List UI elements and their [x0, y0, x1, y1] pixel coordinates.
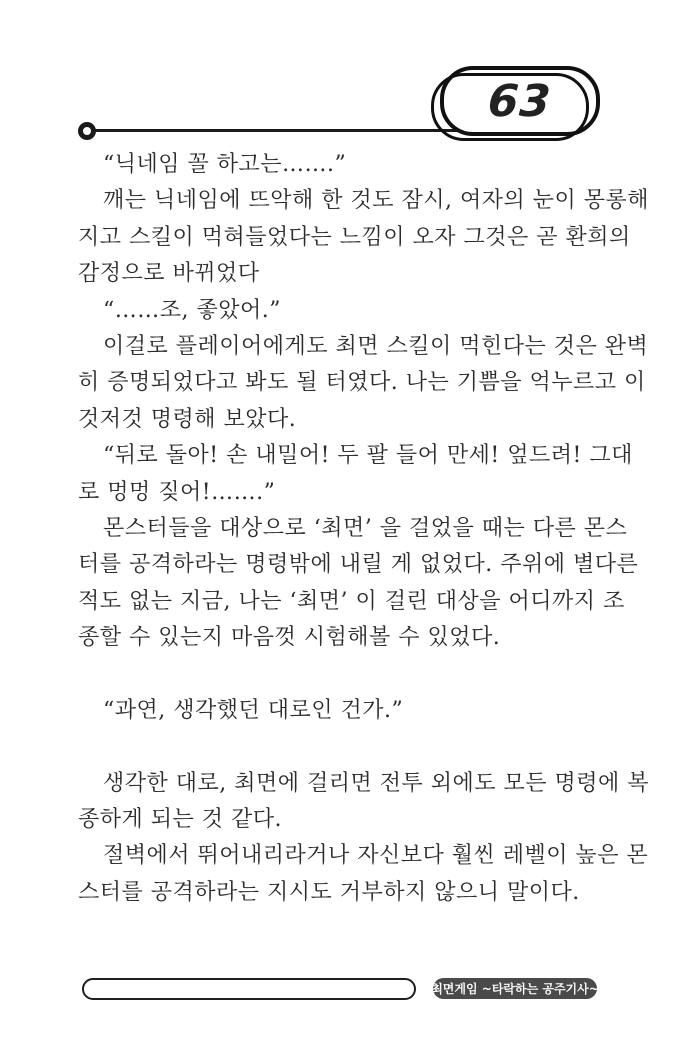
- footer-pill: [82, 978, 416, 1000]
- text-line: 종하게 되는 것 같다.: [78, 807, 282, 833]
- text-line: 적도 없는 지금, 나는 ‘최면’ 이 걸린 대상을 어디까지 조: [78, 588, 625, 614]
- text-line: “……조, 좋았어.”: [103, 297, 281, 323]
- text-line: 것저것 명령해 보았다.: [78, 406, 297, 432]
- text-line: 생각한 대로, 최면에 걸리면 전투 외에도 모든 명령에 복: [103, 770, 649, 796]
- text-line: “뒤로 돌아! 손 내밀어! 두 팔 들어 만세! 엎드려! 그대: [103, 443, 633, 469]
- text-line: 터를 공격하라는 명령밖에 내릴 게 없었다. 주위에 별다른: [78, 552, 639, 578]
- text-line: 스터를 공격하라는 지시도 거부하지 않으니 말이다.: [78, 879, 580, 905]
- text-line: [78, 656, 602, 692]
- text-line: 지고 스킬이 먹혀들었다는 느낌이 오자 그것은 곧 환희의: [78, 224, 631, 250]
- text-line: “닉네임 꼴 하고는…….”: [103, 152, 347, 177]
- footer-title-badge: [433, 978, 597, 999]
- text-line: 이걸로 플레이어에게도 최면 스킬이 먹힌다는 것은 완벽: [103, 333, 649, 359]
- page-number-badge: [440, 66, 600, 136]
- text-line: “과연, 생각했던 대로인 건가.”: [103, 697, 404, 723]
- header-rule: [92, 129, 464, 132]
- series-title: 최면게임 ~타락하는 공주기사~: [431, 982, 599, 996]
- text-line: 로 멍멍 짖어!…….”: [78, 479, 276, 505]
- page-number: 63: [486, 75, 554, 127]
- body-text: [78, 147, 649, 911]
- text-line: [78, 729, 602, 765]
- text-line: 감정으로 바뀌었다: [78, 261, 260, 287]
- text-line: 종할 수 있는지 마음껏 시험해볼 수 있었다.: [78, 625, 501, 651]
- text-line: 절벽에서 뛰어내리라거나 자신보다 훨씬 레벨이 높은 몬: [103, 843, 649, 869]
- text-line: 몬스터들을 대상으로 ‘최면’ 을 걸었을 때는 다른 몬스: [103, 515, 628, 541]
- text-line: 깨는 닉네임에 뜨악해 한 것도 잠시, 여자의 눈이 몽롱해: [103, 188, 649, 214]
- text-line: 히 증명되었다고 봐도 될 터였다. 나는 기쁨을 억누르고 이: [78, 370, 646, 396]
